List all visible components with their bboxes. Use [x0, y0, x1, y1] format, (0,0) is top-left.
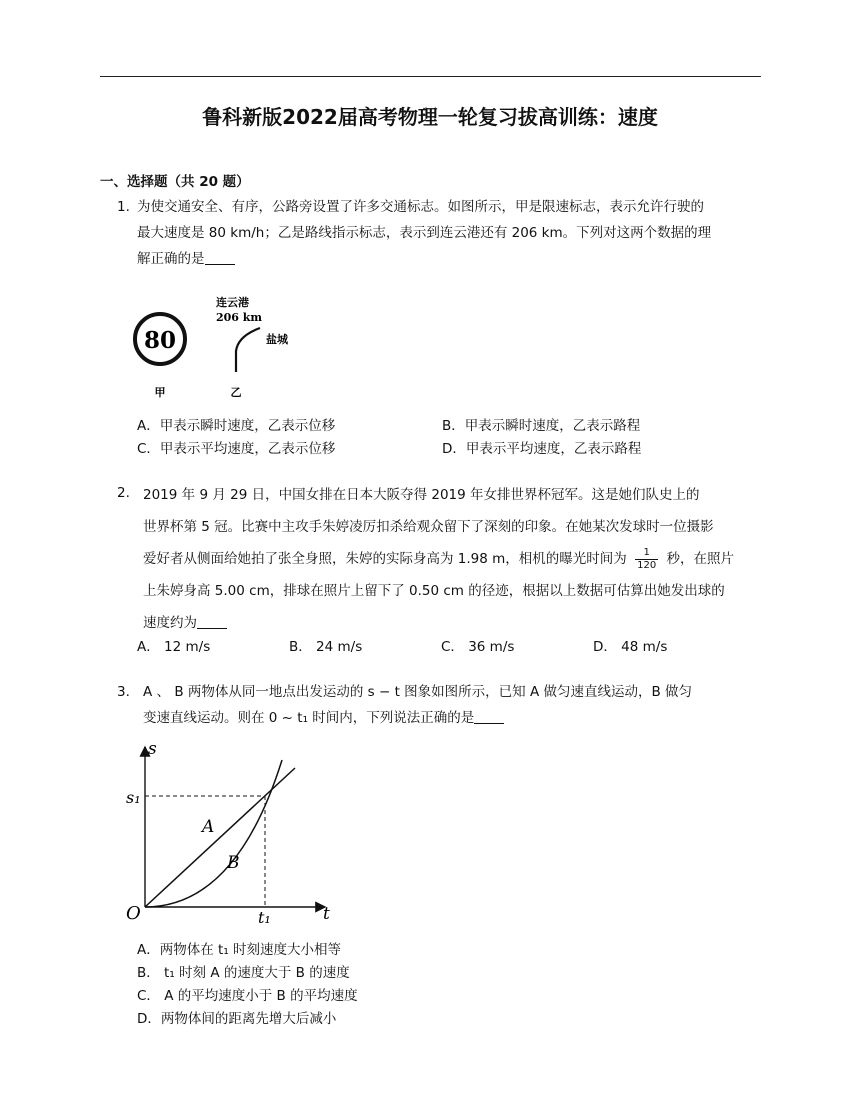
label-yi: 乙 [230, 386, 242, 399]
option-a[interactable]: A．两物体在 t₁ 时刻速度大小相等 [137, 942, 342, 958]
option-c[interactable]: C．甲表示平均速度，乙表示位移 [137, 441, 336, 457]
question-number: 3. [117, 684, 130, 700]
option-b[interactable]: B． 24 m/s [289, 639, 363, 655]
top-rule [100, 76, 761, 77]
traffic-signs-figure [130, 288, 310, 403]
label-a: A [202, 817, 215, 837]
s-t-graph [120, 735, 340, 925]
option-b[interactable]: B．甲表示瞬时速度，乙表示路程 [442, 418, 641, 434]
fraction-numerator: 1 [635, 547, 658, 560]
question-number: 2. [117, 485, 130, 501]
page-title: 鲁科新版2022届高考物理一轮复习拔高训练：速度 [202, 105, 658, 129]
stem-line-with-blank [143, 705, 762, 731]
option-d[interactable]: D．两物体间的距离先增大后减小 [137, 1011, 337, 1027]
stem-text: 速度约为 [143, 615, 197, 631]
fraction-denominator: 120 [637, 559, 657, 571]
option-d[interactable]: D．甲表示平均速度，乙表示路程 [442, 441, 642, 457]
section-heading: 一、选择题（共 20 题） [100, 174, 250, 190]
t-axis-label: t [323, 904, 330, 924]
question-number: 1. [117, 199, 130, 215]
option-d[interactable]: D． 48 m/s [593, 639, 668, 655]
answer-blank [197, 614, 227, 629]
option-a[interactable]: A．甲表示瞬时速度，乙表示位移 [137, 418, 336, 434]
answer-blank [205, 250, 235, 265]
stem-line-with-fraction [143, 543, 762, 575]
route-sign-arrow [236, 328, 260, 372]
stem-text: 变速直线运动。则在 0 ~ t₁ 时间内，下列说法正确的是 [143, 710, 475, 726]
question-stem [137, 194, 762, 272]
option-c[interactable]: C． 36 m/s [441, 639, 515, 655]
stem-line: 最大速度是 80 km/h；乙是路线指示标志，表示到连云港还有 206 km。下列对这两个数据的理 [137, 225, 712, 241]
option-a[interactable]: A． 12 m/s [137, 639, 211, 655]
label-jia: 甲 [154, 386, 166, 399]
speed-limit-value: 80 [143, 327, 177, 354]
option-b[interactable]: B． t₁ 时刻 A 的速度大于 B 的速度 [137, 965, 350, 981]
stem-text: 解正确的是 [137, 251, 205, 267]
stem-line: 2019 年 9 月 29 日，中国女排在日本大阪夺得 2019 年女排世界杯冠军。这是她们队史上的 [143, 487, 700, 503]
s1-tick-label: s₁ [126, 788, 141, 807]
stem-text: 秒，在照片 [666, 551, 734, 567]
option-c[interactable]: C． A 的平均速度小于 B 的平均速度 [137, 988, 358, 1004]
exposure-fraction [635, 547, 658, 572]
origin-label: O [126, 903, 141, 924]
t1-tick-label: t₁ [258, 908, 271, 925]
stem-line: 为使交通安全、有序，公路旁设置了许多交通标志。如图所示，甲是限速标志，表示允许行驶的 [137, 199, 704, 215]
label-b: B [227, 853, 240, 873]
s-axis-label: s [148, 739, 157, 759]
destination-distance: 206 km [216, 311, 263, 324]
stem-line-with-blank [137, 246, 762, 272]
branch-name: 盐城 [266, 333, 288, 346]
stem-line: 上朱婷身高 5.00 cm，排球在照片上留下了 0.50 cm 的径迹，根据以上数据可估算出她发出球的 [143, 583, 725, 599]
answer-blank [474, 709, 504, 724]
stem-line: 世界杯第 5 冠。比赛中主攻手朱婷凌厉扣杀给观众留下了深刻的印象。在她某次发球时一位摄影 [143, 519, 714, 535]
stem-text: 爱好者从侧面给她拍了张全身照，朱婷的实际身高为 1.98 m，相机的曝光时间为 [143, 551, 627, 567]
question-stem [143, 479, 762, 639]
stem-line: A 、 B 两物体从同一地点出发运动的 s − t 图象如图所示，已知 A 做匀速直线运动，B 做匀 [143, 684, 693, 700]
question-stem [143, 679, 762, 731]
destination-name: 连云港 [216, 296, 249, 309]
